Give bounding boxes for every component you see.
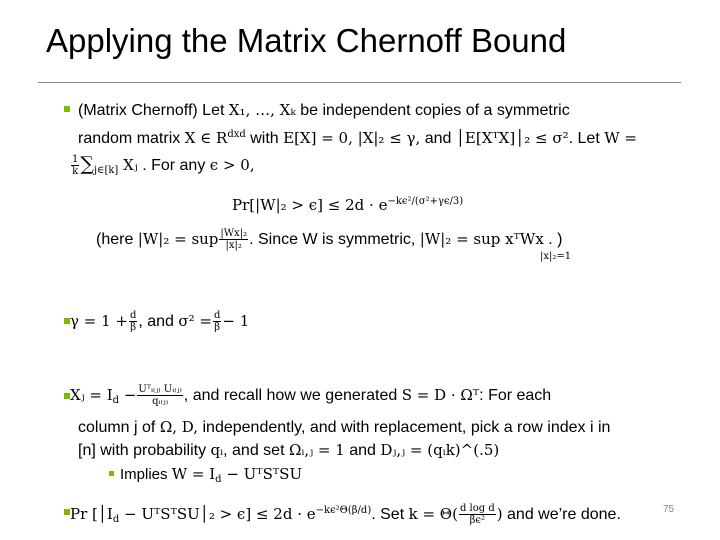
math: Ω, D,: [159, 418, 199, 436]
math: W = I: [171, 465, 216, 483]
math: Pr[|W|₂ > ϵ] ≤ 2d · e: [232, 196, 388, 214]
sup-subscript: |x|₂=1: [540, 251, 572, 262]
fraction: [219, 228, 248, 251]
sub-bullet-marker: [109, 471, 114, 476]
fraction: [459, 503, 496, 526]
math: |W|₂ = sup: [137, 230, 219, 248]
fraction: [129, 310, 137, 333]
text: , and recall how we generated: [183, 387, 402, 404]
denominator: qᵢ₍ⱼ₎: [152, 396, 169, 408]
math: X ∈ R: [184, 129, 228, 147]
text: independently, and with replacement, pick a row index i in: [198, 419, 611, 436]
bullet-marker: [64, 106, 70, 112]
bullet3-subline: [120, 465, 302, 489]
math: −: [119, 386, 137, 404]
text: column j of: [78, 419, 160, 436]
bullet1-line1: [78, 101, 570, 120]
text: and: [344, 442, 381, 459]
math: Xⱼ = I: [70, 386, 113, 404]
page-number: 75: [663, 504, 675, 515]
bullet3-line2: [78, 418, 610, 437]
denominator: βϵ²: [469, 515, 486, 527]
text: Implies: [120, 466, 172, 483]
text: (Matrix Chernoff) Let: [78, 102, 229, 119]
text: and: [420, 130, 456, 147]
numerator: d: [129, 310, 137, 322]
math: σ² =: [178, 312, 212, 330]
numerator: d log d: [459, 503, 495, 515]
text: (here: [96, 231, 138, 248]
text: be independent copies of a symmetric: [295, 102, 570, 119]
math-superscript: −kϵ²/(σ²+γϵ/3): [387, 196, 464, 207]
text: , and set: [223, 442, 289, 459]
numerator: Uᵀᵢ₍ⱼ₎ Uᵢ₍ⱼ₎: [138, 384, 182, 396]
text: . Since W is symmetric,: [249, 231, 420, 248]
numerator: d: [213, 310, 221, 322]
text: : For each: [479, 387, 552, 404]
text: . For any: [137, 157, 210, 174]
bullet1-line2: [78, 126, 637, 148]
math: S = D · Ωᵀ: [401, 386, 480, 404]
math: qᵢ: [210, 441, 224, 459]
math: Ωᵢ,ⱼ = 1: [288, 441, 345, 459]
text: . Set: [371, 506, 409, 523]
math: Xⱼ: [118, 156, 138, 174]
sum-symbol: ∑: [80, 153, 94, 175]
math: − UᵀSᵀSU: [221, 465, 303, 483]
math: |W|₂ = sup xᵀWx: [419, 230, 544, 248]
text: , and: [138, 313, 179, 330]
math-subscript: j∈[k]: [93, 165, 119, 176]
text: . ): [543, 231, 563, 248]
math: ): [496, 505, 503, 523]
math: Dⱼ,ⱼ = (qᵢk)^(.5): [380, 441, 500, 459]
numerator: 1: [72, 154, 79, 166]
text: and we’re done.: [502, 506, 621, 523]
math-superscript: dxd: [227, 129, 246, 140]
math: E[X] = 0, |X|₂ ≤ γ,: [283, 129, 421, 147]
math: k = Θ(: [408, 505, 458, 523]
math: ϵ > 0,: [209, 156, 255, 174]
bullet2-line: [70, 308, 249, 335]
math-subscript: d: [112, 395, 120, 406]
bullet3-line3: [78, 441, 499, 460]
math-superscript: −kϵ²Θ(β/d): [315, 505, 372, 516]
text: with: [245, 130, 284, 147]
text: random matrix: [78, 130, 185, 147]
math: γ = 1 +: [70, 312, 128, 330]
math: Pr [│I: [70, 505, 113, 523]
bullet1-line3: [70, 152, 255, 183]
math-subscript: d: [215, 474, 222, 485]
bullet4-line: [70, 496, 621, 535]
slide-title: Applying the Matrix Chernoff Bound: [46, 22, 567, 59]
text: [n] with probability: [78, 442, 211, 459]
denominator: β: [214, 322, 221, 334]
text: . Let: [568, 130, 605, 147]
bullet3-line1: [70, 378, 551, 418]
math: W =: [604, 129, 637, 147]
denominator: β: [130, 322, 137, 334]
math: │E[XᵀX]│₂ ≤ σ²: [455, 129, 569, 147]
math: − 1: [222, 312, 250, 330]
numerator: |Wx|₂: [220, 228, 248, 240]
fraction: [137, 384, 182, 407]
title-divider: [38, 82, 681, 83]
fraction: [71, 154, 79, 177]
math-subscript: d: [112, 514, 120, 525]
fraction: [213, 310, 221, 333]
math: X₁, …, Xₖ: [228, 101, 296, 119]
math: − UᵀSᵀSU│₂ > ϵ] ≤ 2d · e: [119, 505, 316, 523]
denominator: k: [72, 166, 79, 178]
chernoff-equation: [232, 193, 463, 215]
denominator: |x|₂: [225, 240, 242, 252]
bullet1-line5: [96, 226, 562, 253]
